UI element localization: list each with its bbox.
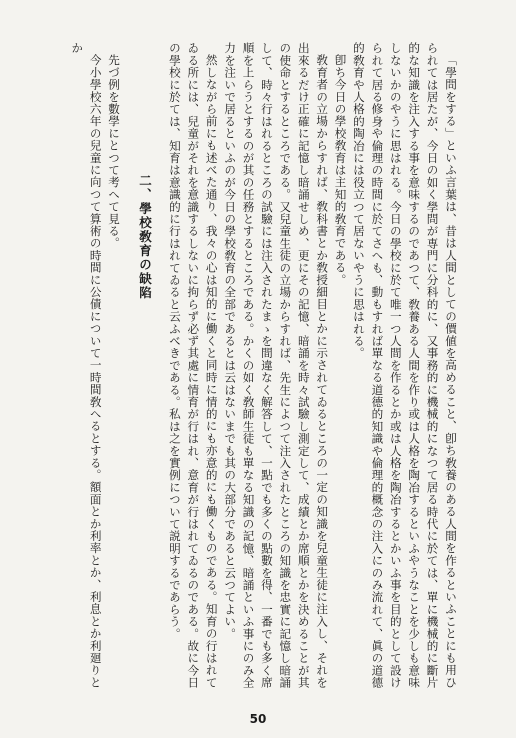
section-heading: 二、學校敎育の缺陷 bbox=[137, 174, 153, 300]
paragraph-3: 敎育者の立場からすれば、敎科書とか敎授細目とかに示されてゐるところの一定の知識を兒童生徒に注入し、それを出來るだけ正確に記憶し暗誦せしめ、更にその記憶、暗誦を時々試驗し測定して、成績とか席順とかを決めることが其の使命とするところである。又兒童生徒の立場からすれば、先生によつて注入されたところの知識を忠實に記憶し暗誦して、時々行はれるところの試驗には注入されたまゝを間違なく解答して、一點でも多くの點數を得、一番でも多く席順を上らうとするのが其の任務とするところである。かくの如く敎師生徒も單なる知識の記憶、暗誦といふ事にのみ全力を注いで居るといふのが今日の學校敎育の全部であるとは云はないまでも其の大部分であると云つてよい。 bbox=[223, 42, 330, 689]
section-paragraph-1: 先づ例を數學にとつて考へて見る。 bbox=[107, 53, 122, 249]
paragraph-2: 卽ち今日の學校敎育は主知的敎育である。 bbox=[333, 53, 348, 286]
paragraph-4: 然しながら前にも述べた通り、我々の心は知的に働くと同時に情的にも亦意的にも働くものである。知育の行はれてゐる所には、兒童がそれを意識するしないに拘らず必ず其處に情育が行はれ、意育が行はれてゐるのである。故に今日の學校に於ては、知育は意識的に行はれてゐると云ふべきである。私は之を實例について説明するであらう。 bbox=[167, 42, 219, 689]
vertical-text-body bbox=[50, 42, 460, 694]
paragraph-1: 「學問をする」といふ言葉は、昔は人間としての價値を高めること、卽ち敎養のある人間を作るといふことにも用ひられては居たが、今日の如く學問が専門に分科的に、又事務的に機械的になつて居る時代に於ては、單に機械的に斷片的な知識を注入する事を意味するのであつて、敎養ある人間を作り或は人格を陶冶するといふやうなことを少しも意味しないかのやうに思はれる。今日の學校に於て唯一つ人間を作るとか或は人格を陶冶するとかいふ事を目的として設けられて居る修身や倫理の時間に於てさへも、動もすれば單なる道德的知識や倫理的概念の注入にのみ流れて、眞の道德的敎育や人格的陶冶には役立つて居ないやうに思はれる。 bbox=[351, 42, 458, 689]
page-number: 50 bbox=[249, 712, 267, 726]
section-paragraph-2: 今小學校六年の兒童に向つて算術の時間に公債について一時間敎へるとする。額面とか利率とか、利息とか利廻りとか bbox=[70, 42, 103, 688]
